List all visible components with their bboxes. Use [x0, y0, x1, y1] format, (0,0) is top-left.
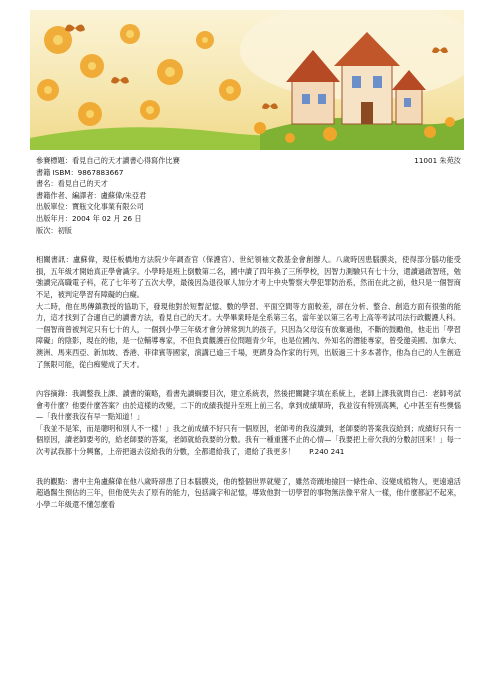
contest-label: 參賽標題：看見自己的天才讀書心得寫作比賽: [36, 156, 180, 165]
related-info-paragraph-2: 大二時，他在馬傳鎮教授的協助下，發現他對於短暫記憶、數的學習、平面空間等方面較差，卻在分析、整合、創造方面有很強的能力，這才找到了合適自己的讀書方法，看見自己的天才。大學畢業時是全系第三名，當年並以第三名考上高等考試司法行政觀護人科。: [36, 301, 461, 323]
contest-header: [36, 155, 461, 167]
document-body: [36, 155, 461, 510]
isbn-line: 書籍 ISBM：9867883667: [36, 167, 124, 177]
authors-line: 書籍作者、編譯者：盧蘇偉/朱亞君: [36, 190, 147, 200]
opinion-paragraph-1: 我的觀點：書中主角盧蘇偉在他八歲時卻患了日本腦膜炎，他的整個世界就變了，雖然奇蹟地撿回一條性命、沒變成植物人，更遠遠活超過醫生預估的三年，但他使失去了原有的能力，包括識字和記憶，導致他對一切學習的事物無法像平常人一樣，他什麼都記不起來，小學二年級還不懂怎麼看: [36, 476, 461, 509]
castle-flower-illustration: [30, 10, 464, 150]
summary-paragraph-2: 「我並不是笨，而是聰明和別人不一樣！」我之前成績不好只有一個原因，老師考的我沒讀到，老師要的答案我沒給到；成績好只有一個原因，讀老師要考的，給老師要的答案，老師就給我要的分數。我有一種重獲不止的心情—「我要把上帝欠我的分數討回來！」每一次考試我都十分興奮，上帝把過去沒給我的分數，全都還給我了，還給了我更多！ P.240 241: [36, 423, 461, 457]
related-info-paragraph-1: 相關書訊：盧蘇偉，現任板橋地方法院少年調查官（保護官）、世紀領袖文教基金會創辦人。八歲時因患腦膜炎，使得部分腦功能受損，五年級才開始真正學會識字。小學時是班上倒數第二名，國中讀了四年換了三所學校，因智力測驗只有七十分，還讀過啟智班，勉強讀完高職電子科，花了七年考了五次大學，最後因為退役軍人加分才考上中央警察大學犯罪防治系，然而在此之前，他只是一個智商不足，被判定學習有障礙的白癡。: [36, 255, 461, 299]
title-line: 書名：看見自己的天才: [36, 179, 108, 189]
date-line: 出版年月：2004 年 02 月 26 日: [36, 213, 142, 223]
edition-line: 版次：初版: [36, 225, 72, 235]
author-tag: 11001 朱苑汝: [414, 156, 461, 165]
header-illustration: [30, 10, 464, 150]
publisher-line: 出版單位：寶瓶文化事業有限公司: [36, 202, 144, 212]
summary-paragraph-1: 內容摘錄：我調整我上課、讀書的策略，看書先讀綱要目次，建立系統表，然後把關鍵字填在系統上，老師上課我就問自己：老師考試會考什麼？他要什麼答案？由於這樣的改變，二下的成績我提升至班上前三名，拿到成績單時，我並沒有特別高興，心中甚至有些懊惱—「我什麼我沒有早一點知道！」: [36, 389, 461, 422]
related-info-paragraph-3: 一個智商曾被判定只有七十的人，一個到小學三年級才會分辨常到九的孩子，只因為父母沒有放棄過他，不斷的鼓勵他，他走出「學習障礙」的陰影，現在的他，是一位輔導專家，不但負責觀護百位問題青少年，也是位國內、外知名的潛能專家，曾受邀美國、加拿大、澳洲、馬來西亞、新加坡、香港、菲律賓等國家，演講已逾三千場，更躋身為作家的行列，出版過三十多本著作，他為自己的人生創造了無限可能，從白痴變成了天才。: [36, 324, 461, 369]
